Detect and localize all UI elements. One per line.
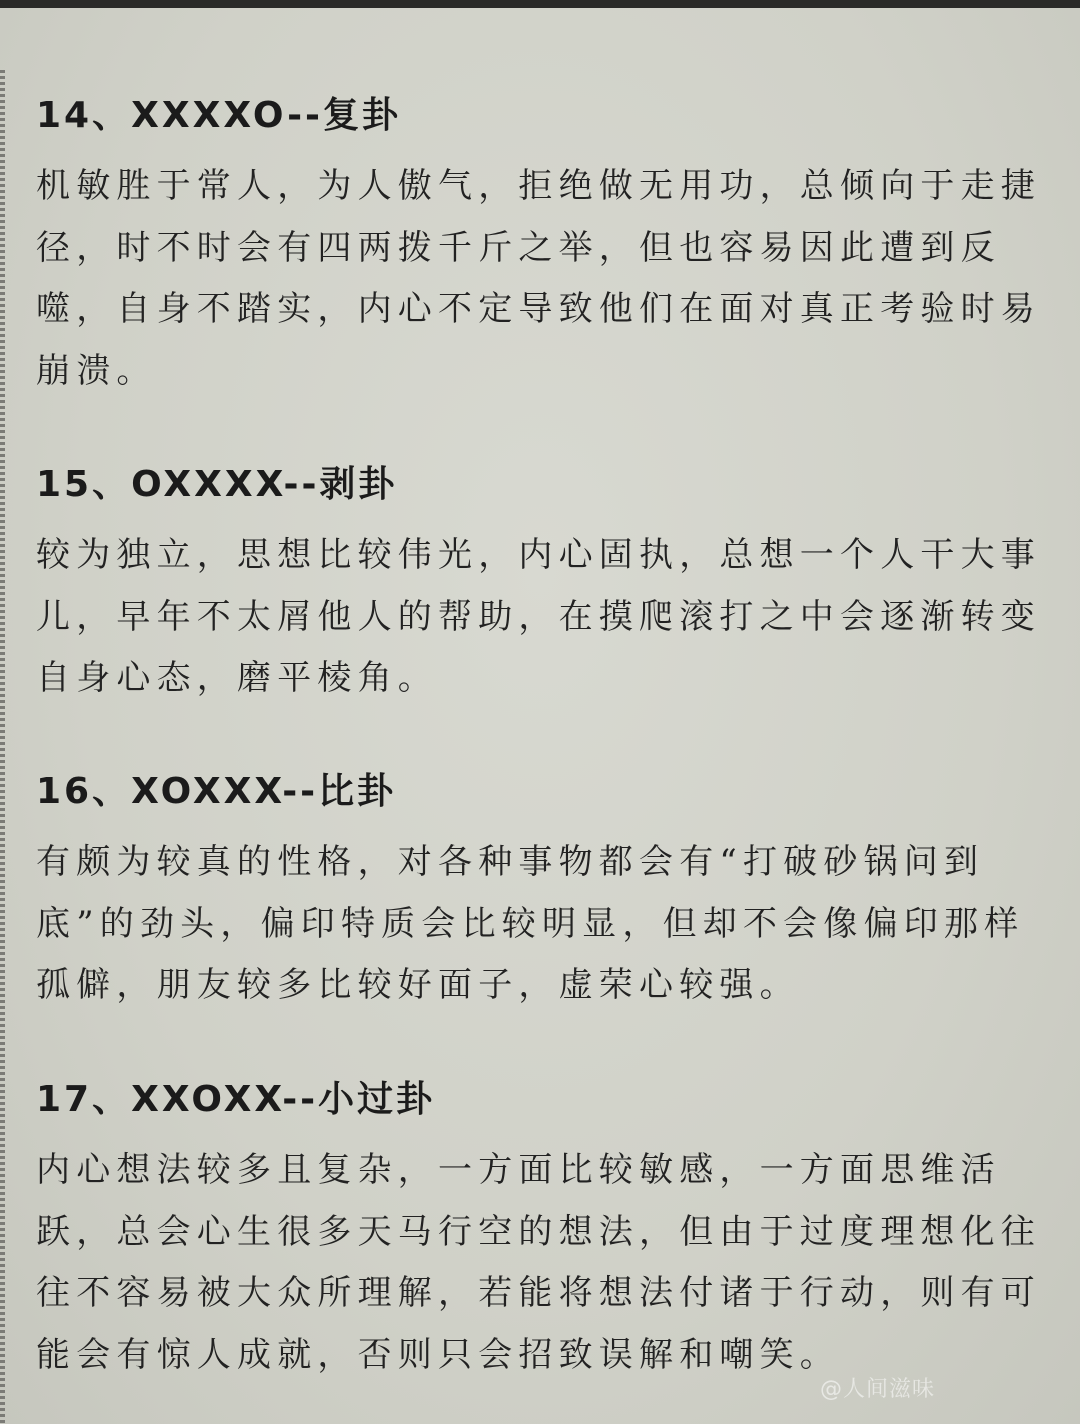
section-body: 机敏胜于常人，为人傲气，拒绝做无用功，总倾向于走捷径，时不时会有四两拨千斤之举，但也容易因此遭到反噬，自身不踏实，内心不定导致他们在面对真正考验时易崩溃。 bbox=[36, 166, 1041, 391]
section-body: 有颇为较真的性格，对各种事物都会有“打破砂锅问到底”的劲头，偏印特质会比较明显，但却不会像偏印那样孤僻，朋友较多比较好面子，虚荣心较强。 bbox=[36, 842, 1025, 1005]
section-15 bbox=[36, 465, 1046, 710]
watermark: @人间滋味 bbox=[820, 1377, 936, 1402]
section-heading: 14、XXXXO--复卦 bbox=[36, 95, 401, 136]
section-17 bbox=[36, 1080, 1046, 1386]
section-heading: 16、XOXXX--比卦 bbox=[36, 771, 397, 812]
section-body: 较为独立，思想比较伟光，内心固执，总想一个人干大事儿，早年不太屑他人的帮助，在摸爬滚打之中会逐渐转变自身心态，磨平棱角。 bbox=[36, 535, 1041, 698]
section-heading: 17、XXOXX--小过卦 bbox=[36, 1079, 436, 1120]
page-binding-edge bbox=[0, 70, 5, 1424]
section-body: 内心想法较多且复杂，一方面比较敏感，一方面思维活跃，总会心生很多天马行空的想法，但由于过度理想化往往不容易被大众所理解，若能将想法付诸于行动，则有可能会有惊人成就，否则只会招致误解和嘲笑。 bbox=[36, 1150, 1041, 1375]
section-16 bbox=[36, 772, 1046, 1017]
section-heading: 15、OXXXX--剥卦 bbox=[36, 464, 398, 505]
page-top-edge bbox=[0, 0, 1080, 8]
section-14 bbox=[36, 96, 1046, 402]
